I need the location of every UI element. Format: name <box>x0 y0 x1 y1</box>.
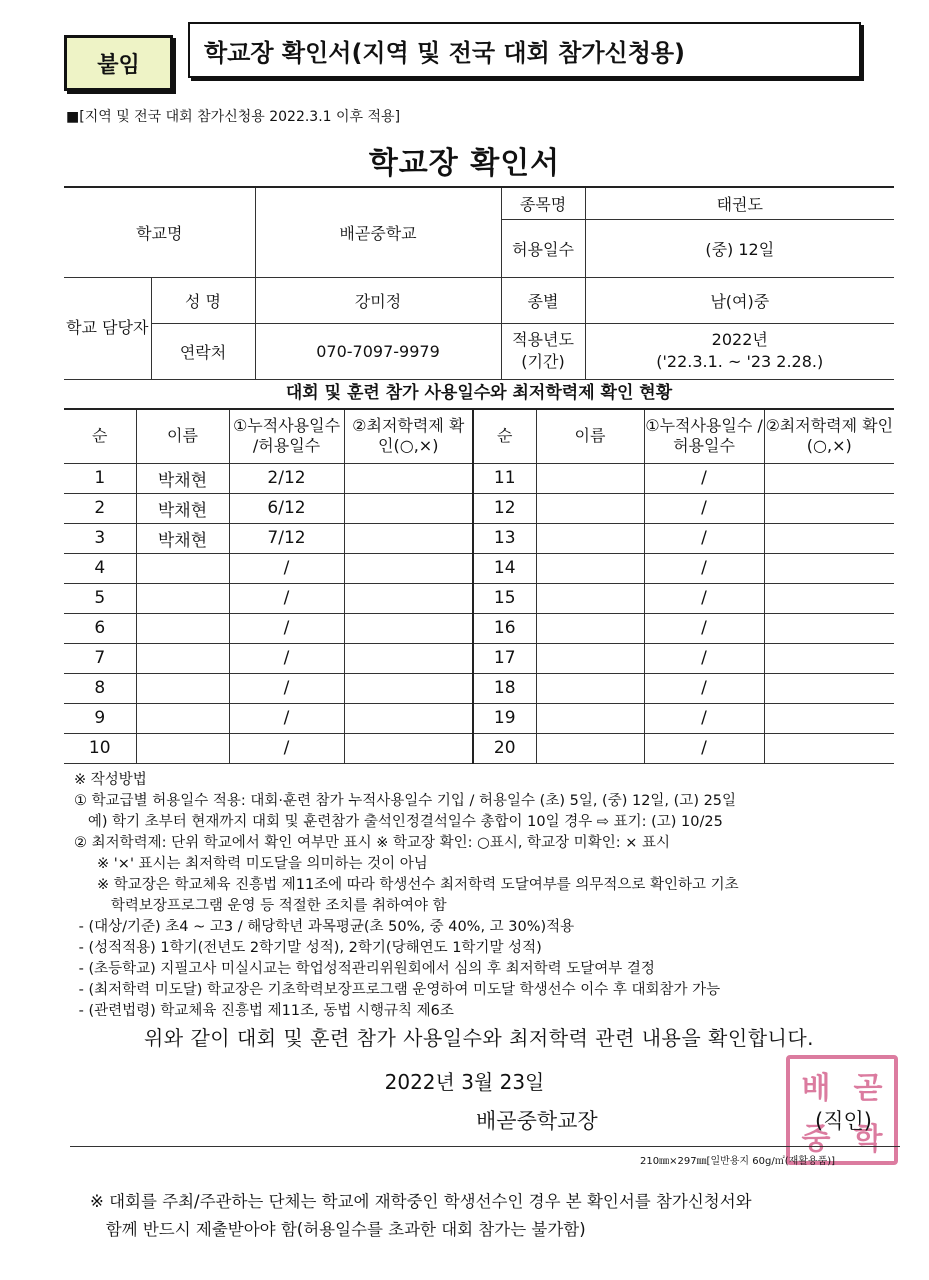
row-name <box>536 733 644 763</box>
row-check <box>764 553 894 583</box>
confirm-date: 2022년 3월 23일 <box>384 1070 545 1094</box>
instruction-line: ① 학교급별 허용일수 적용: 대회·훈련 참가 누적사용일수 기입 / 허용일수 (초) 5일, (중) 12일, (고) 25일 <box>74 793 737 809</box>
name-value: 강미정 <box>255 277 501 323</box>
row-check <box>764 643 894 673</box>
seal-glyph: 중 <box>801 1121 831 1157</box>
row-no: 2 <box>64 493 136 523</box>
sport-label: 종목명 <box>501 187 585 219</box>
row-name: 박채현 <box>136 493 229 523</box>
allowed-days-value: (중) 12일 <box>585 219 894 277</box>
divider <box>70 1146 900 1147</box>
col-name: 이름 <box>136 409 229 463</box>
usage-table <box>64 408 894 764</box>
col-check-right: ②최저학력제 확인(○,×) <box>764 409 894 463</box>
instruction-line: ※ 학교장은 학교체육 진흥법 제11조에 따라 학생선수 최저학력 도달여부를 의무적으로 확인하고 기초 <box>74 877 739 893</box>
row-usage: / <box>644 463 764 493</box>
row-name <box>136 733 229 763</box>
col-usage-right: ①누적사용일수 /허용일수 <box>644 409 764 463</box>
instruction-line: - (관련법령) 학교체육 진흥법 제11조, 동법 시행규칙 제6조 <box>74 1003 454 1019</box>
table-row <box>64 493 894 523</box>
row-check <box>344 703 473 733</box>
col-usage: ①누적사용일수 /허용일수 <box>229 409 344 463</box>
manager-label-text: 학교 담당자 <box>66 318 149 337</box>
row-no: 12 <box>473 493 536 523</box>
row-no: 19 <box>473 703 536 733</box>
period-text: ('22.3.1. ~ '23 2.28.) <box>656 352 824 371</box>
instruction-line: ※ 작성방법 <box>74 772 147 788</box>
row-check <box>344 493 473 523</box>
footer-line: 함께 반드시 제출받아야 함(허용일수를 초과한 대회 참가는 불가함) <box>90 1220 586 1239</box>
year-text: 2022년 <box>711 330 768 349</box>
col-check: ②최저학력제 확인(○,×) <box>344 409 473 463</box>
row-check <box>764 583 894 613</box>
info-table <box>64 186 894 380</box>
row-usage: / <box>229 583 344 613</box>
school-name: 배곧중학교 <box>255 187 501 277</box>
row-name <box>536 643 644 673</box>
row-check <box>344 643 473 673</box>
confirm-text: 위와 같이 대회 및 훈련 참가 사용일수와 최저학력 관련 내용을 확인합니다. <box>143 1026 815 1050</box>
row-usage: / <box>229 613 344 643</box>
sport-value: 태권도 <box>585 187 894 219</box>
table-row <box>64 583 894 613</box>
table-row <box>64 613 894 643</box>
row-no: 9 <box>64 703 136 733</box>
row-no: 15 <box>473 583 536 613</box>
row-name <box>536 673 644 703</box>
row-usage: / <box>644 583 764 613</box>
row-name <box>536 613 644 643</box>
row-name <box>136 613 229 643</box>
contact-label: 연락처 <box>151 323 255 379</box>
row-check <box>764 493 894 523</box>
instruction-line: 학력보장프로그램 운영 등 적절한 조치를 취하여야 함 <box>74 898 447 914</box>
row-usage: / <box>644 613 764 643</box>
row-name: 박채현 <box>136 523 229 553</box>
row-no: 8 <box>64 673 136 703</box>
header-title: 학교장 확인서(지역 및 전국 대회 참가신청용) <box>188 22 861 78</box>
instruction-line: - (성적적용) 1학기(전년도 2학기말 성적), 2학기(당해연도 1학기말 성적) <box>74 940 542 956</box>
col-no-right: 순 <box>473 409 536 463</box>
col-name-right: 이름 <box>536 409 644 463</box>
table-row <box>64 643 894 673</box>
row-no: 16 <box>473 613 536 643</box>
row-no: 18 <box>473 673 536 703</box>
category-label: 종별 <box>501 277 585 323</box>
row-check <box>764 703 894 733</box>
row-name <box>536 553 644 583</box>
row-usage: / <box>229 553 344 583</box>
row-no: 5 <box>64 583 136 613</box>
allowed-days-label: 허용일수 <box>501 219 585 277</box>
row-usage: / <box>644 733 764 763</box>
row-name <box>536 523 644 553</box>
instruction-line: ② 최저학력제: 단위 학교에서 확인 여부만 표시 ※ 학교장 확인: ○표시, 학교장 미확인: × 표시 <box>74 835 670 851</box>
row-no: 6 <box>64 613 136 643</box>
row-name <box>536 493 644 523</box>
year-value <box>585 323 894 379</box>
row-usage: / <box>229 733 344 763</box>
section-title: 대회 및 훈련 참가 사용일수와 최저학력제 확인 현황 <box>285 383 673 403</box>
row-usage: / <box>644 493 764 523</box>
row-no: 11 <box>473 463 536 493</box>
table-row <box>64 733 894 763</box>
row-check <box>344 673 473 703</box>
table-row <box>64 553 894 583</box>
row-usage: / <box>229 703 344 733</box>
row-no: 20 <box>473 733 536 763</box>
seal-glyph: 학 <box>853 1121 883 1157</box>
category-value: 남(여)중 <box>585 277 894 323</box>
row-check <box>764 733 894 763</box>
row-no: 7 <box>64 643 136 673</box>
row-check <box>344 523 473 553</box>
instruction-line: - (최저학력 미도달) 학교장은 기초학력보장프로그램 운영하여 미도달 학생선수 이수 후 대회참가 가능 <box>74 982 721 998</box>
row-name <box>136 673 229 703</box>
row-no: 17 <box>473 643 536 673</box>
principal-name: 배곧중학교장 <box>476 1109 598 1133</box>
instruction-line: ※ '×' 표시는 최저학력 미도달을 의미하는 것이 아님 <box>74 856 428 872</box>
doc-title: 학교장 확인서 <box>368 146 561 181</box>
footer-note <box>90 1188 752 1244</box>
seal-glyph: 곧 <box>853 1070 883 1106</box>
row-usage: 2/12 <box>229 463 344 493</box>
seal-label: (직인) <box>815 1109 872 1133</box>
table-row <box>64 673 894 703</box>
row-usage: / <box>644 523 764 553</box>
row-name <box>536 703 644 733</box>
applicability-note: ■[지역 및 전국 대회 참가신청용 2022.3.1 이후 적용] <box>66 109 401 125</box>
row-usage: / <box>644 643 764 673</box>
row-name <box>536 463 644 493</box>
instruction-line: - (초등학교) 지필고사 미실시교는 학업성적관리위원회에서 심의 후 최저학력 도달여부 결정 <box>74 961 655 977</box>
school-label: 학교명 <box>64 187 255 277</box>
col-no: 순 <box>64 409 136 463</box>
row-no: 4 <box>64 553 136 583</box>
paper-spec: 210㎜×297㎜[일반용지 60g/㎡(재활용품)] <box>640 1156 836 1167</box>
seal-glyph: 배 <box>801 1070 831 1106</box>
row-usage: / <box>229 643 344 673</box>
row-check <box>344 553 473 583</box>
row-name <box>136 643 229 673</box>
table-row <box>64 463 894 493</box>
row-check <box>764 523 894 553</box>
row-usage: 6/12 <box>229 493 344 523</box>
row-usage: / <box>644 673 764 703</box>
row-name <box>536 583 644 613</box>
row-check <box>344 583 473 613</box>
row-usage: / <box>229 673 344 703</box>
footer-line: ※ 대회를 주최/주관하는 단체는 학교에 재학중인 학생선수인 경우 본 확인서를 참가신청서와 <box>90 1192 752 1211</box>
instruction-line: - (대상/기준) 초4 ~ 고3 / 해당학년 과목평균(초 50%, 중 40%, 고 30%)적용 <box>74 919 575 935</box>
table-row <box>64 703 894 733</box>
row-name <box>136 553 229 583</box>
row-no: 10 <box>64 733 136 763</box>
row-check <box>344 463 473 493</box>
year-label: 적용년도 (기간) <box>501 323 585 379</box>
row-check <box>344 613 473 643</box>
row-check <box>764 463 894 493</box>
attachment-label: 붙임 <box>64 35 173 91</box>
instructions <box>74 770 904 1022</box>
row-no: 13 <box>473 523 536 553</box>
row-check <box>764 673 894 703</box>
row-usage: 7/12 <box>229 523 344 553</box>
name-label: 성 명 <box>151 277 255 323</box>
row-no: 14 <box>473 553 536 583</box>
row-usage: / <box>644 553 764 583</box>
manager-label <box>64 277 151 379</box>
row-check <box>764 613 894 643</box>
contact-value: 070-7097-9979 <box>255 323 501 379</box>
row-check <box>344 733 473 763</box>
row-name <box>136 703 229 733</box>
instruction-line: 예) 학기 초부터 현재까지 대회 및 훈련참가 출석인정결석일수 총합이 10일 경우 ⇨ 표기: (고) 10/25 <box>74 814 723 830</box>
table-row <box>64 523 894 553</box>
row-usage: / <box>644 703 764 733</box>
row-no: 1 <box>64 463 136 493</box>
row-name: 박채현 <box>136 463 229 493</box>
row-no: 3 <box>64 523 136 553</box>
row-name <box>136 583 229 613</box>
